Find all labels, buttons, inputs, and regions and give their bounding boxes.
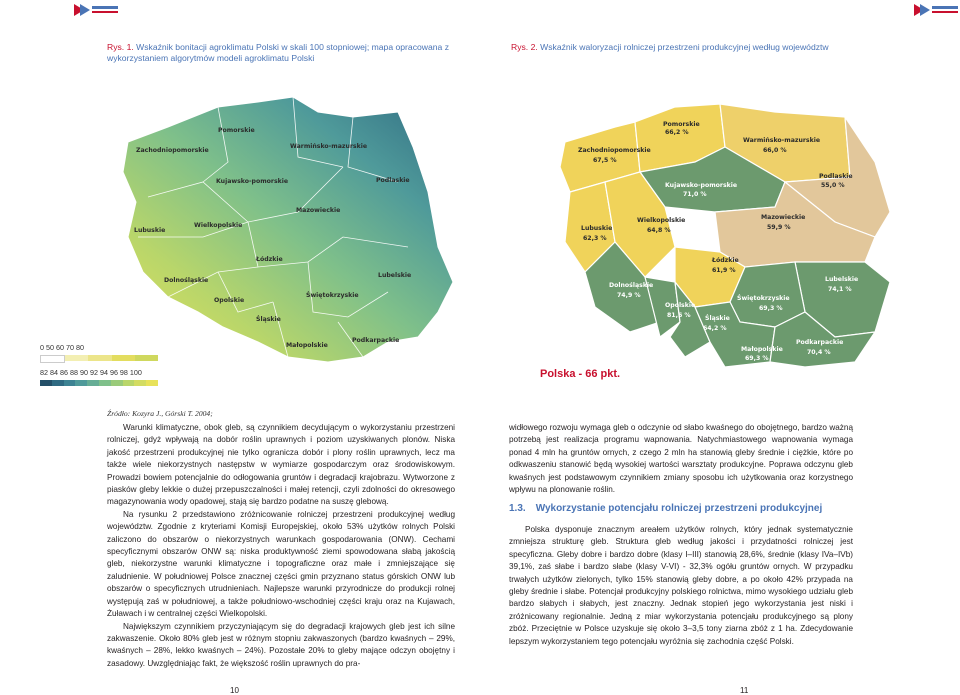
region-label: Zachodniopomorskie [578,147,651,154]
region-label: Warmińsko-mazurskie [743,137,821,144]
region-value: 55,0 % [821,182,845,189]
paragraph: Największym czynnikiem przyczyniającym się do degradacji krajowych gleb jest ich silne zakwaszenie. Około 80% gleb jest w różnym stopniu zakwaszonych (bardzo kwaśnych – 29%, kwaśnych – 28%, lekko kwaśnych – 24%). Pozostałe 20% to gleby mające odczyn obojętny i zasadowy. Uwzględniając fakt, że większość roślin uprawnych do pra- [107,621,455,668]
region-label: Małopolskie [286,342,328,349]
region-label: Podkarpackie [352,337,400,344]
region-value: 70,4 % [807,349,831,356]
region-label: Łódzkie [712,257,739,264]
text-column-right-2 [509,524,853,648]
region-label: Dolnośląskie [609,282,654,289]
region-value: 66,0 % [763,147,787,154]
legend-scale: 82 84 86 88 90 92 94 96 98 100 [40,368,142,377]
region-value: 71,0 % [683,191,707,198]
region-label: Lubuskie [581,225,613,232]
region-label: Wielkopolskie [637,217,686,224]
paragraph: Warunki klimatyczne, obok gleb, są czynnikiem decydującym o wykorzystaniu przestrzeni rolniczej, gdyż wpływają na dobór roślin uprawnych i poziom uzyskiwanych plonów. Niska jakość przestrzeni produkcyjnej nie tylko ogranicza dobór i plony roślin uprawnych, lecz ma także wiele niekorzystnych następstw w wymiarze gospodarczym oraz środowiskowym. Prowadzi bowiem potencjalnie do odłogowania gruntów i degradacji krajobrazu. Wytworzone z piasków gleby lekkie o dużej przepuszczalności i małej retencji, czyli zdolności do okresowego magazynowania wody opadowej, stają się bardzo podatne na suszę glebową. [107,423,455,507]
legend-scale: 0 50 60 70 80 [40,343,84,352]
region-label: Pomorskie [663,121,700,128]
region-value: 74,1 % [828,286,852,293]
caption-number: Rys. 1. [107,42,134,52]
region-value: 67,5 % [593,157,617,164]
valorization-map [545,72,925,390]
page-number: 11 [740,686,749,695]
region-value: 62,3 % [583,235,607,242]
section-number: 1.3. [509,503,526,514]
logo [912,2,960,18]
region-label: Zachodniopomorskie [136,147,209,154]
region-label: Podlaskie [376,177,410,184]
paragraph: Polska dysponuje znacznym areałem użytków rolnych, który jednak systematycznie zmniejsza strukturę gleb. Struktura gleb według jakości i przydatności rolniczej jest specyficzna. Gleby dobre i bardzo dobre (klasy I–III) stanowią 28,6%, średnie (klasy IVa–IVb) 39,1%, zaś słabe i bardzo słabe (klasy V-VI) - 32,3% ogółu gruntów ornych. W przypadku trwałych użytków zielonych, tylko 15% stanowią gleby dobre, a po około 42% przypada na gleby średnie i słabe. Potencjał produkcyjny polskiego rolnictwa, mimo wysokiego udziału gleb bardzo słabych i słabych, jest znaczny. Jednak stopień jego wykorzystania jest niski i zróżnicowany regionalnie. Jedną z miar wykorzystania potencjału produkcyjnego są plony zbóż. Przeciętnie w Polsce uzyskuje się około 3–3,5 tony ziarna zbóż z 1 ha. Zdecydowanie lepszym wykorzystaniem tego potencjału wyróżnia się zachodnia część Polski. [509,525,853,646]
region-label: Kujawsko-pomorskie [665,182,738,189]
region-value: 64,2 % [703,325,727,332]
region-label: Warmińsko-mazurskie [290,143,368,150]
legend-bar [40,355,158,361]
region-value: 59,9 % [767,224,791,231]
region-label: Świętokrzyskie [306,292,359,299]
region-value: 69,3 % [759,305,783,312]
source-note: Źródło: Kozyra J., Górski T. 2004; [107,409,213,418]
national-total: Polska - 66 pkt. [540,368,621,380]
region-label: Łódzkie [256,256,283,263]
region-value: 64,8 % [647,227,671,234]
figure-caption-2 [511,42,931,53]
caption-text: Wskaźnik waloryzacji rolniczej przestrzeni produkcyjnej według województw [540,42,829,52]
region-label: Mazowieckie [761,214,806,221]
region-label: Podkarpackie [796,339,844,346]
paragraph: widłowego rozwoju wymaga gleb o odczynie od słabo kwaśnego do obojętnego, bardzo ważną potrzebą jest realizacja programu wapnowania. Natychmiastowego wapnowania wymaga ponad 4 mln ha gruntów ornych, z czego 2 mln ha stanowią gleby średnie i ciężkie, które po odkwaszeniu stanowić będą wysokiej wartości warsztaty produkcyjne. Poprawa odczynu gleb kwaśnych jest podstawowym czynnikiem zmiany sposobu ich użytkowania oraz korzystnego wpływu na plonowanie roślin. [509,423,853,495]
region-value: 61,9 % [712,267,736,274]
legend-bar [40,380,158,386]
region-label: Mazowieckie [296,207,341,214]
text-column-left [107,422,455,670]
region-label: Kujawsko-pomorskie [216,178,289,185]
region-value: 69,3 % [745,355,769,362]
region-label: Śląskie [705,315,730,322]
region-value: 66,2 % [665,129,689,136]
caption-text: Wskaźnik bonitacji agroklimatu Polski w skali 100 stopniowej; mapa opracowana z wykorzystaniem algorytmów modeli agroklimatu Polski [107,42,450,63]
section-title: Wykorzystanie potencjału rolniczej przestrzeni produkcyjnej [535,503,823,514]
region-value: 74,9 % [617,292,641,299]
region-label: Lubuskie [134,227,166,234]
region-label: Małopolskie [741,346,783,353]
agroclimate-map [108,72,473,390]
region-label: Świętokrzyskie [737,295,790,302]
region-label: Podlaskie [819,173,853,180]
caption-number: Rys. 2. [511,42,538,52]
region-label: Dolnośląskie [164,277,209,284]
page-number: 10 [230,686,239,695]
logo [72,2,120,18]
region-label: Opolskie [214,297,245,304]
region-label: Wielkopolskie [194,222,243,229]
text-column-right [509,422,853,496]
section-heading [509,503,832,514]
region-label: Lubelskie [825,276,859,283]
paragraph: Na rysunku 2 przedstawiono zróżnicowanie rolniczej przestrzeni produkcyjnej według województw. Zgodnie z kryteriami Komisji Europejskiej, około 53% użytków rolnych Polski zaliczono do obszarów o niekorzystnych warunkach gospodarowania (ONW). Cechami specyficznymi obszarów ONW są: niska produktywność ziemi spowodowana słabą jakością gleb, niekorzystne warunki klimatyczne i topograficzne oraz małe i zmniejszające się zaludnienie. W południowej Polsce znacznej części gmin przyznano status górskich ONW lub obszarów o specyficznych utrudnieniach. Najlepsze warunki przyrodnicze do produkcji rolnej występują zaś w południowej, a także południowo-wschodniej części kraju oraz na Kujawach, Żuławach i w centralnej części Wielkopolski. [107,509,455,619]
region-label: Lubelskie [378,272,412,279]
region-label: Pomorskie [218,127,255,134]
figure-caption-1 [107,42,457,64]
region-value: 81,6 % [667,312,691,319]
region-label: Śląskie [256,316,281,323]
region-label: Opolskie [665,302,696,309]
